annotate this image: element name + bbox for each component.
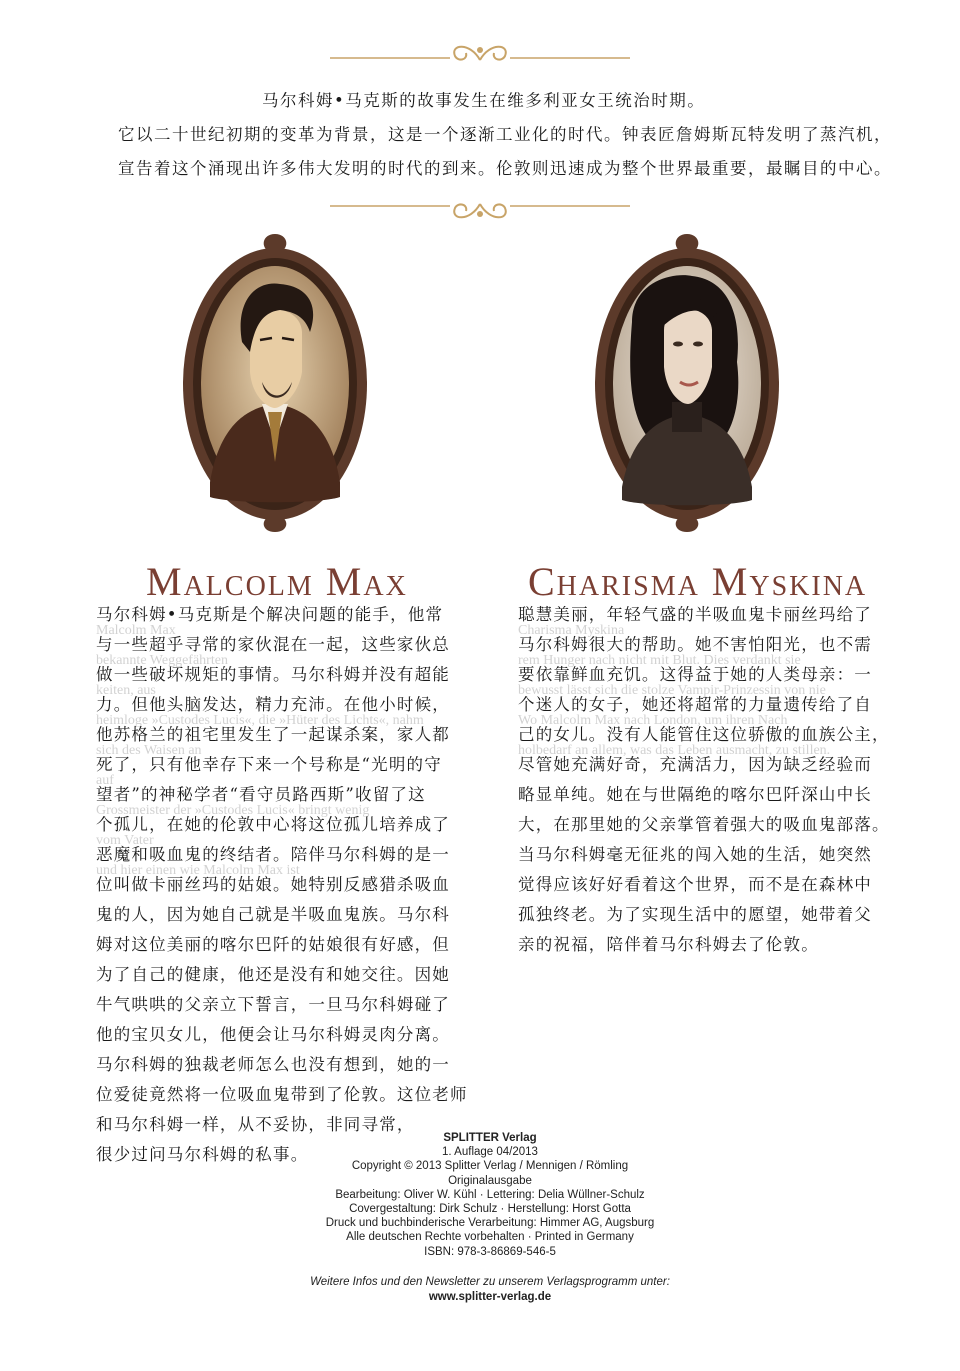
bio-line: 与一些超乎寻常的家伙混在一起，这些家伙总 [96, 635, 450, 654]
malcolm-max-bio [96, 600, 468, 1170]
publisher-name: SPLITTER Verlag [443, 1132, 537, 1144]
bio-line: 孤独终老。为了实现生活中的愿望，她带着父 [518, 905, 872, 924]
bio-line: 觉得应该好好看着这个世界，而不是在森林中 [518, 875, 872, 894]
bio-line: 己的女儿。没有人能管住这位骄傲的血族公主， [518, 725, 890, 744]
bio-line: 亲的祝福，陪伴着马尔科姆去了伦敦。 [518, 935, 819, 954]
ghost-text-left: Malcolm Max bekannte Weggefährten keiten, aus heimloge »Custodes Lucis«, die »Hüter des Lichts«, nahm sich des Waisen an auf Grossmeister der »Custodes Lucis« bringt wenig vom Vater und hier einen wie Malcolm Max ist [96, 623, 424, 878]
colophon [300, 1131, 680, 1259]
charisma-myskina-name: Charisma Myskina [528, 559, 868, 604]
bio-line: 位爱徒竟然将一位吸血鬼带到了伦敦。这位老师 [96, 1085, 468, 1104]
editing-credits: Bearbeitung: Oliver W. Kühl · Lettering: Delia Wüllner-Schulz [335, 1188, 645, 1201]
original-edition: Originalausgabe [448, 1174, 532, 1187]
footer [250, 1275, 730, 1305]
bio-line: 为了自己的健康，他还是没有和她交往。因她 [96, 965, 450, 984]
divider-ornament [330, 194, 630, 224]
bio-line: 死了，只有他幸存下来一个号称是“光明的守 [96, 755, 442, 774]
ghost-text-right: Charisma Myskina rem Hunger nach nicht mit Blut. Dies verdankt sie bewusst lässt sich die stolze Vampir-Prinzessin von nie Wo Malcolm Max nach London, um ihren Nach holbedarf an allem, was das Leben ausmacht, zu stillen. [518, 623, 831, 758]
malcolm-max-portrait [180, 232, 370, 542]
intro-line-3: 宣告着这个涌现出许多伟大发明的时代的到来。伦敦则迅速成为整个世界最重要，最瞩目的中心。 [118, 159, 892, 178]
cover-credits: Covergestaltung: Dirk Schulz · Herstellung: Horst Gotta [349, 1203, 631, 1216]
bio-line: 马尔科姆的独裁老师怎么也没有想到，她的一 [96, 1055, 450, 1074]
bio-line: 很少过问马尔科姆的私事。 [96, 1145, 309, 1164]
intro-line-1: 马尔科姆•马克斯的故事发生在维多利亚女王统治时期。 [262, 91, 706, 110]
top-ornament [330, 38, 630, 68]
bio-line: 和马尔科姆一样，从不妥协，非同寻常， [96, 1115, 415, 1134]
bio-line: 大，在那里她的父亲掌管着强大的吸血鬼部落。 [518, 815, 890, 834]
malcolm-max-name: Malcolm Max [146, 559, 408, 604]
intro-text [0, 84, 960, 186]
website-link[interactable]: www.splitter-verlag.de [428, 1291, 552, 1303]
bio-line: 他的宝贝女儿，他便会让马尔科姆灵肉分离。 [96, 1025, 450, 1044]
bio-line: 牛气哄哄的父亲立下誓言，一旦马尔科姆碰了 [96, 995, 450, 1014]
bio-line: 聪慧美丽，年轻气盛的半吸血鬼卡丽丝玛给了 [518, 605, 872, 624]
rights-notice: Alle deutschen Rechte vorbehalten · Printed in Germany [346, 1231, 634, 1244]
edition: 1. Auflage 04/2013 [442, 1146, 538, 1159]
bio-line: 当马尔科姆毫无征兆的闯入她的生活，她突然 [518, 845, 872, 864]
bio-line: 力。但他头脑发达，精力充沛。在他小时候， [96, 695, 450, 714]
intro-line-2: 它以二十世纪初期的变革为背景，这是一个逐渐工业化的时代。钟表匠詹姆斯瓦特发明了蒸汽机， [118, 125, 892, 144]
bio-line: 马尔科姆很大的帮助。她不害怕阳光，也不需 [518, 635, 872, 654]
charisma-myskina-bio [518, 600, 890, 960]
bio-line: 个孤儿，在她的伦敦中心将这位孤儿培养成了 [96, 815, 450, 834]
bio-line: 个迷人的女子，她还将超常的力量遗传给了自 [518, 695, 872, 714]
bio-line: 略显单纯。她在与世隔绝的喀尔巴阡深山中长 [518, 785, 872, 804]
bio-line: 马尔科姆•马克斯是个解决问题的能手，他常 [96, 605, 444, 624]
bio-line: 恶魔和吸血鬼的终结者。陪伴马尔科姆的是一 [96, 845, 450, 864]
bio-line: 姆对这位美丽的喀尔巴阡的姑娘很有好感，但 [96, 935, 450, 954]
bio-line: 尽管她充满好奇，充满活力，因为缺乏经验而 [518, 755, 872, 774]
bio-line: 鬼的人，因为她自己就是半吸血鬼族。马尔科 [96, 905, 450, 924]
bio-line: 望者”的神秘学者“看守员路西斯”收留了这 [96, 785, 426, 804]
charisma-myskina-portrait [592, 232, 782, 542]
copyright: Copyright © 2013 Splitter Verlag / Mennigen / Römling [351, 1160, 629, 1173]
bio-line: 做一些破坏规矩的事情。马尔科姆并没有超能 [96, 665, 450, 684]
print-credits: Druck und buchbinderische Verarbeitung: Himmer AG, Augsburg [325, 1217, 655, 1230]
bio-line: 他苏格兰的祖宅里发生了一起谋杀案，家人都 [96, 725, 450, 744]
isbn: ISBN: 978-3-86869-546-5 [424, 1245, 556, 1258]
bio-line: 位叫做卡丽丝玛的姑娘。她特别反感猎杀吸血 [96, 875, 450, 894]
newsletter-info: Weitere Infos und den Newsletter zu unserem Verlagsprogramm unter: [310, 1276, 670, 1288]
bio-line: 要依靠鲜血充饥。这得益于她的人类母亲：一 [518, 665, 872, 684]
